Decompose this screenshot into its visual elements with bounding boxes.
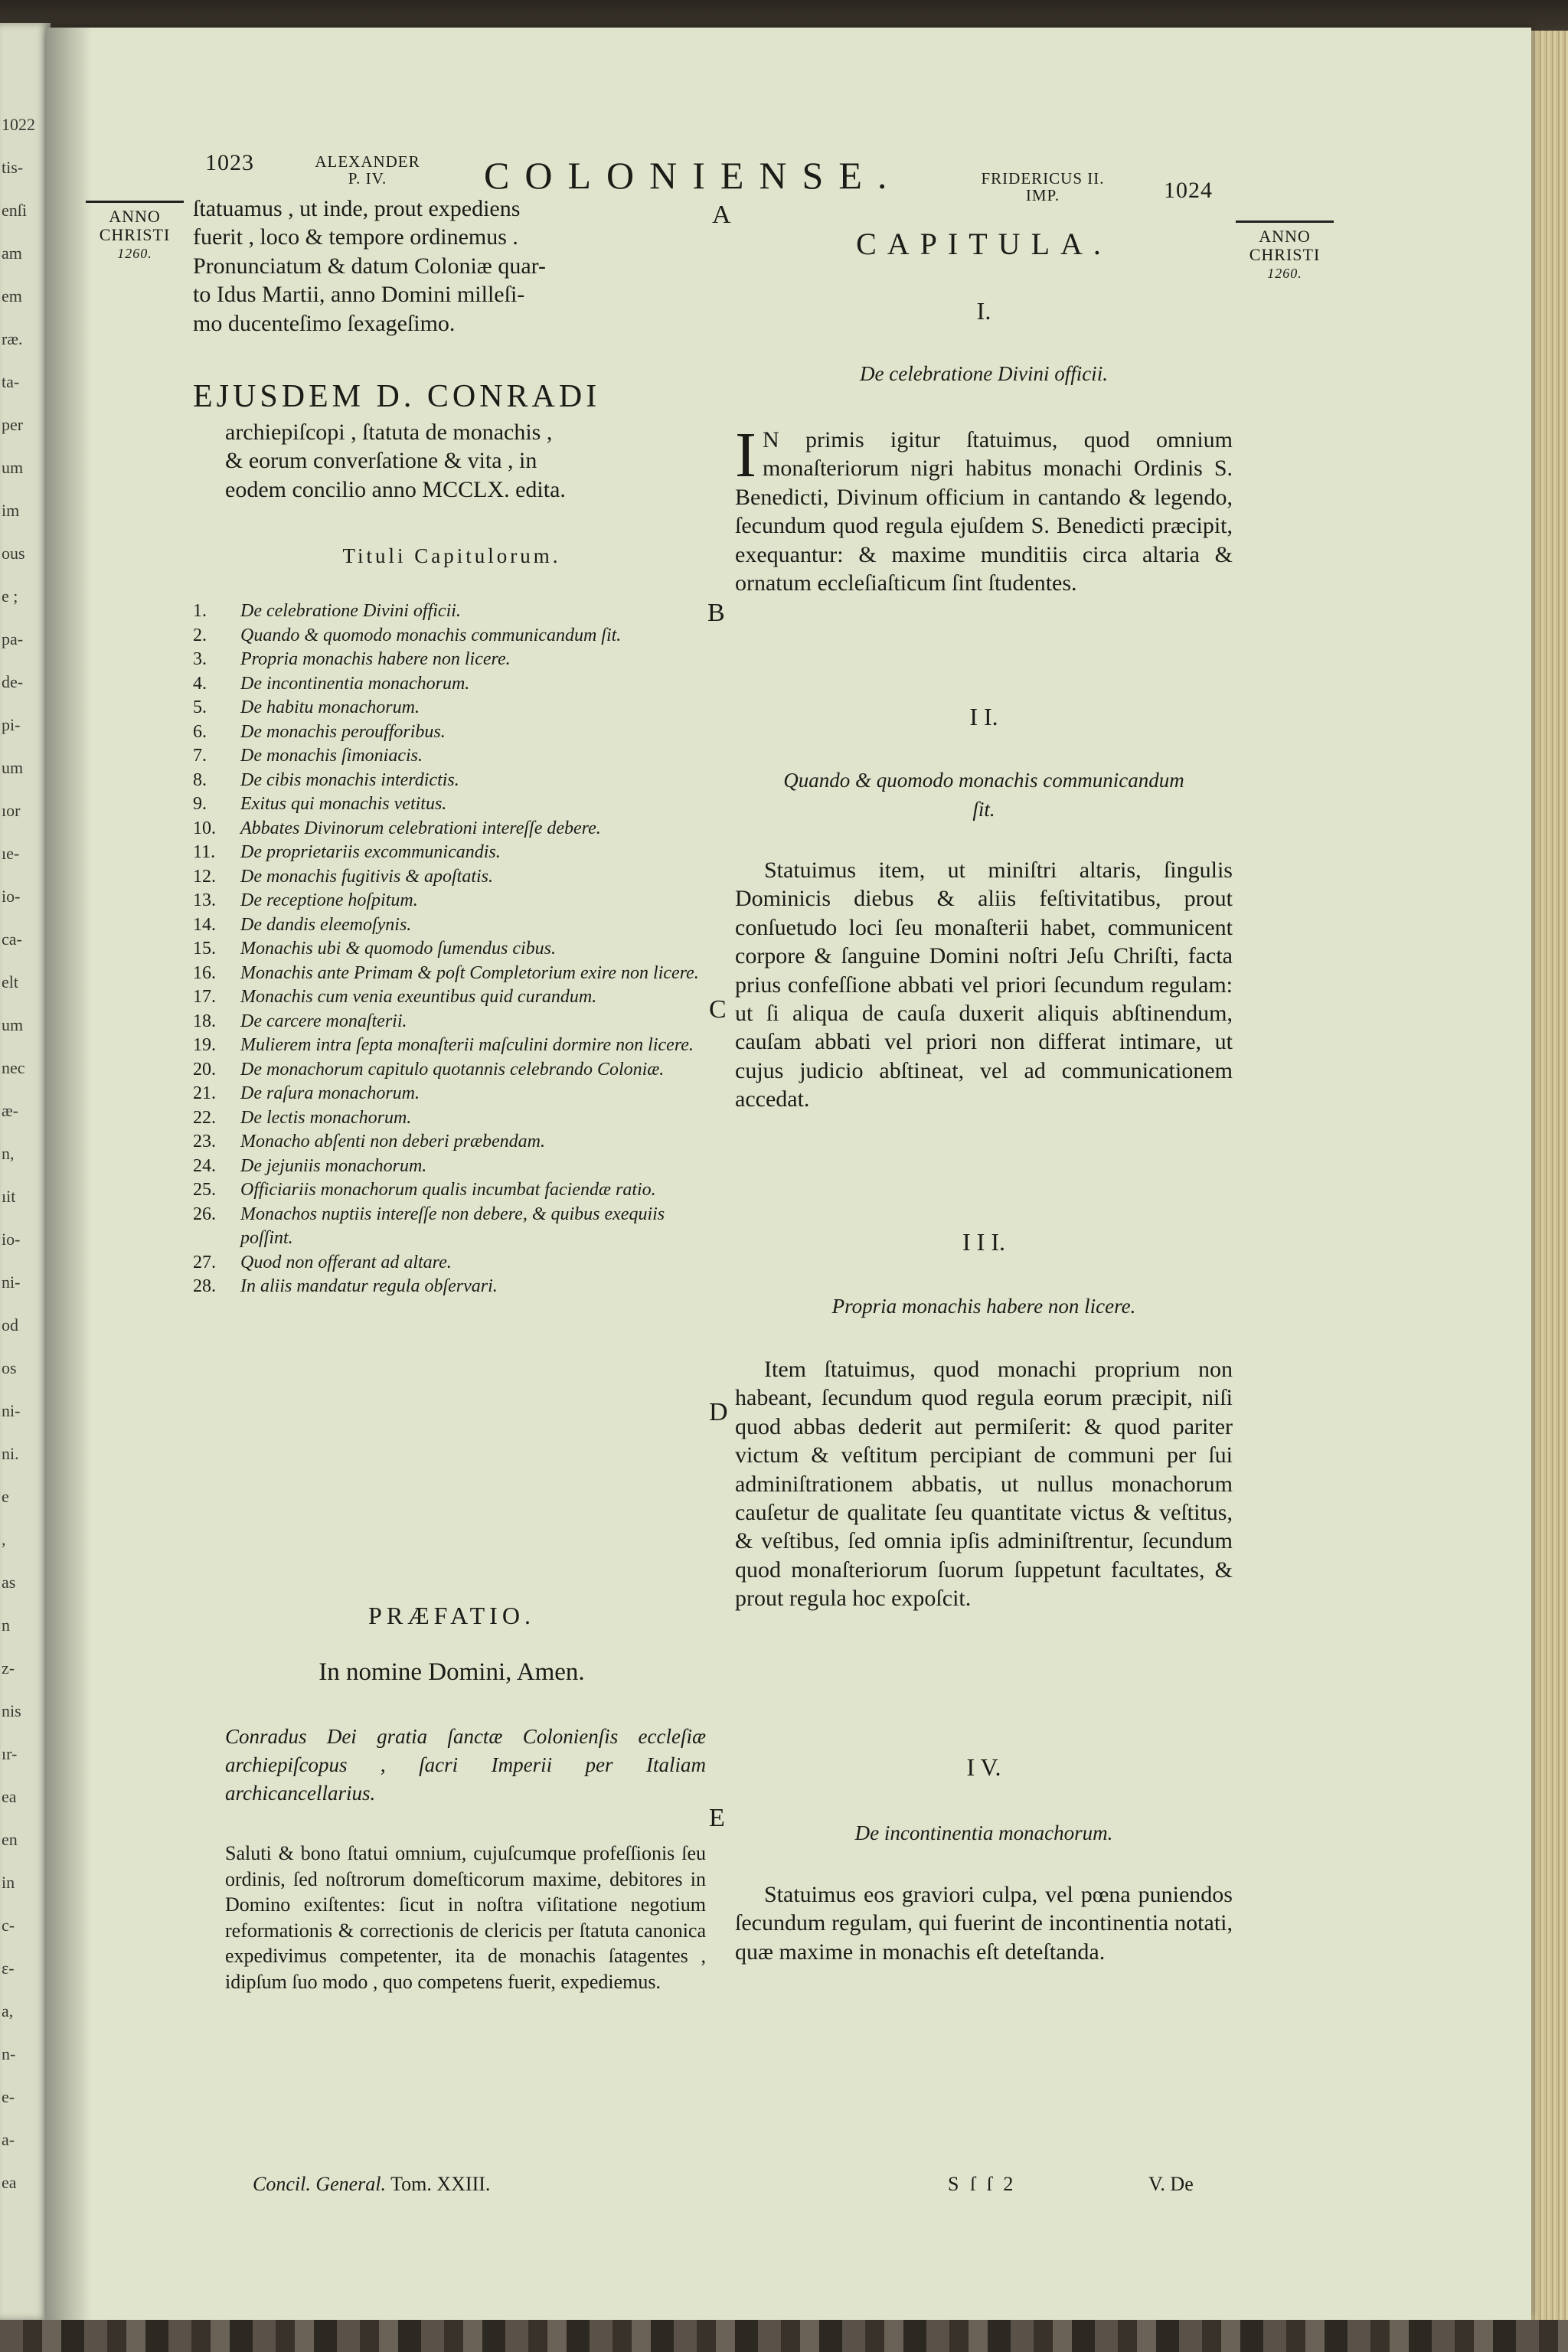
toc-entry: [193, 792, 710, 817]
previous-page-edge: [0, 23, 51, 2320]
toc-entry-number: 3.: [193, 649, 207, 669]
intro-line: Pronunciatum & datum Coloniæ quar-: [193, 253, 547, 279]
toc-entry-title: Quando & quomodo monachis communicandum ſit.: [240, 625, 622, 645]
chapter-2-number: I I.: [969, 703, 998, 730]
footer-source-tom: Tom. XXIII.: [390, 2173, 491, 2195]
prev-page-fragment: e-: [2, 2087, 15, 2106]
saluti-text: Saluti & bono ſtatui omnium, cujuſcumque profeſſionis ſeu ordinis, ſed noſtrorum domeſticorum maxime, debitores in Domino exiſtentes: ſicut in noſtra viſitatione negotium reformationis & correctionis de clericis per ſtatuta canonica expedivimus competenter, ita de monachis ſatagentes , idipſum ſuo modo , quo competens fuerit, expediemus.: [225, 1842, 706, 1993]
header-author-left-sub: P. IV.: [348, 169, 387, 188]
chapter-3-body: [735, 1355, 1233, 1613]
margin-letter-d: D: [709, 1398, 728, 1426]
toc-entry-title: De habitu monachorum.: [240, 697, 420, 717]
background-bottom: [0, 2320, 1568, 2352]
toc-entry-title: In aliis mandatur regula obſervari.: [240, 1276, 498, 1296]
toc-entry-title: De monachis ſimoniacis.: [240, 746, 423, 766]
running-title: COLONIENSE.: [484, 154, 903, 197]
toc-entry-title: Monachis cum venia exeuntibus quid curandum.: [240, 987, 597, 1007]
toc-entry-title: De monachis fugitivis & apoſtatis.: [240, 866, 493, 887]
toc-entry: [193, 1130, 710, 1155]
table-of-contents: [193, 599, 710, 1299]
toc-entry: [193, 1058, 710, 1083]
prev-page-fragment: a-: [2, 2130, 15, 2149]
toc-entry-number: 25.: [193, 1180, 216, 1200]
praefatio-heading: PRÆFATIO.: [368, 1602, 535, 1629]
prev-page-fragment: in: [2, 1873, 15, 1892]
toc-entry-title: De monachis peroufforibus.: [240, 721, 446, 742]
prev-page-fragment: um: [2, 1015, 24, 1034]
anno-rule-left: [86, 201, 184, 203]
margin-letter-b: B: [707, 599, 725, 627]
toc-entry-title: De proprietariis excommunicandis.: [240, 842, 501, 862]
prev-page-fragment: ɛ-: [2, 1958, 15, 1978]
toc-entry-number: 14.: [193, 914, 216, 935]
prev-page-fragment: c-: [2, 1916, 15, 1935]
heading-line: & eorum converſatione & vita , in: [225, 448, 537, 474]
toc-entry-number: 11.: [193, 842, 216, 862]
toc-entry-title: De carcere monaſterii.: [240, 1011, 407, 1031]
header-author-right-name: FRIDERICUS II.: [981, 169, 1105, 188]
toc-entry: [193, 937, 710, 962]
prev-page-fragment: ca-: [2, 929, 22, 949]
prev-page-fragment: ni-: [2, 1401, 21, 1420]
prev-page-fragment: as: [2, 1573, 16, 1592]
toc-entry: [193, 696, 710, 720]
toc-title: Tituli Capitulorum.: [342, 544, 561, 567]
toc-entry-title: De jejuniis monachorum.: [240, 1155, 427, 1176]
toc-entry: [193, 865, 710, 890]
prev-page-fragment: æ-: [2, 1101, 18, 1120]
toc-entry-number: 13.: [193, 890, 216, 910]
toc-entry-number: 21.: [193, 1083, 216, 1103]
page-number-right: 1024: [1164, 178, 1213, 203]
toc-entry-title: De celebratione Divini officii.: [240, 601, 461, 621]
gutter-shadow: [46, 28, 92, 2320]
toc-entry-number: 26.: [193, 1204, 216, 1224]
toc-entry: [193, 913, 710, 938]
toc-entry-title: Monachis ante Primam & poſt Completorium exire non licere.: [240, 962, 699, 983]
prev-page-fragment: ıit: [2, 1187, 16, 1206]
prev-page-fragment: ea: [2, 2173, 17, 2192]
toc-entry: [193, 599, 710, 624]
chapter-3-number: I I I.: [962, 1228, 1005, 1256]
toc-entry: [193, 624, 710, 648]
toc-entry: [193, 817, 710, 841]
intro-line: fuerit , loco & tempore ordinemus .: [193, 224, 518, 250]
conradus-salutation: Conradus Dei gratia ſanctæ Colonienſis eccleſiæ archiepiſcopus , ſacri Imperii per Italiam archicancellarius.: [225, 1725, 706, 1805]
chapter-4-body: [735, 1880, 1233, 1966]
footer-source-italic: Concil. General.: [253, 2173, 387, 2195]
toc-entry-title: Quod non offerant ad altare.: [240, 1252, 452, 1272]
prev-page-fragment: en: [2, 1830, 18, 1849]
toc-entry-number: 8.: [193, 769, 207, 790]
prev-page-fragment: a,: [2, 2001, 14, 2020]
heading-line: archiepiſcopi , ſtatuta de monachis ,: [225, 420, 553, 445]
chapter-2-title: Quando & quomodo monachis communicandum ſit.: [783, 769, 1184, 821]
prev-page-fragment: z-: [2, 1658, 15, 1677]
toc-entry-number: 16.: [193, 962, 216, 983]
toc-entry-number: 22.: [193, 1107, 216, 1128]
toc-entry-title: Monachos nuptiis intereſſe non debere, & quibus exequiis poſſint.: [240, 1204, 665, 1248]
chapter-2-text: Statuimus item, ut miniſtri altaris, ſingulis Dominicis diebus & aliis feſtivitatibus, prout conſuetudo loci ſeu monaſterii habet, communicent corpore & ſanguine Domini noſtri Jeſu Chriſti, facta prius confeſſione abbati vel priori ſecundum regulam: ut ſi aliqua de cauſa duxerit aliquis abſtinendum, cauſam abbati vel priori non differat intimare, ut cujus judicio abſtineat, vel ad communicationem accedat.: [735, 858, 1233, 1112]
toc-entry-number: 18.: [193, 1011, 216, 1031]
prev-page-fragment: ea: [2, 1787, 17, 1806]
prev-page-fragment: ous: [2, 544, 25, 563]
prev-page-fragment: ræ.: [2, 329, 23, 348]
prev-page-fragment: elt: [2, 972, 18, 991]
intro-line: ſtatuamus , ut inde, prout expediens: [193, 196, 521, 221]
header-author-right: [966, 170, 1119, 204]
prev-page-fragment: n-: [2, 2044, 16, 2063]
chapter-4-text: Statuimus eos graviori culpa, vel pœna puniendos ſecundum regulam, qui fuerint de incontinentia notati, quæ maxime in monachis eſt deteſtanda.: [735, 1882, 1233, 1965]
toc-entry: [193, 1034, 710, 1058]
prev-page-fragment: nec: [2, 1058, 25, 1077]
prev-page-fragment: per: [2, 415, 24, 434]
ejusdem-heading-lines: [193, 418, 710, 504]
prev-page-fragment: enſi: [2, 201, 27, 220]
prev-page-fragment: em: [2, 286, 22, 305]
toc-entry-number: 27.: [193, 1252, 216, 1272]
chapter-1-number: I.: [976, 297, 991, 325]
toc-entry: [193, 1203, 710, 1251]
chapter-3-text: Item ſtatuimus, quod monachi proprium non habeant, ſecundum quod regula eorum præcipit, niſi quod abbas dederit aut permiſerit: & quod pariter victum & veſtitum percipiant de communi per ſui adminiſtrationem abbatis, ut nullus monachorum cauſetur de qualitate ſeu quantitate victus & veſtitus, & veſtibus, ſed omnia ipſis adminiſtrentur, ſecundum quod monaſteriorum ſuorum ſuppetunt facultates, & prout regula hoc expoſcit.: [735, 1357, 1233, 1612]
toc-entry-title: De incontinentia monachorum.: [240, 673, 470, 694]
prev-page-fragment: od: [2, 1315, 18, 1334]
anno-left-year: 1260.: [117, 246, 152, 261]
prev-page-fragment: e ;: [2, 586, 18, 606]
toc-entry-number: 28.: [193, 1276, 216, 1296]
toc-entry-number: 1.: [193, 601, 207, 621]
toc-entry: [193, 841, 710, 865]
footer-catchword: V. De: [1148, 2173, 1194, 2195]
toc-entry: [193, 1251, 710, 1276]
prev-page-fragment: pa-: [2, 629, 24, 648]
prev-page-fragment: um: [2, 758, 24, 777]
prev-page-fragment: n,: [2, 1144, 15, 1163]
toc-entry-number: 2.: [193, 625, 207, 645]
toc-entry-number: 7.: [193, 746, 207, 766]
intro-line: mo ducenteſimo ſexageſimo.: [193, 310, 456, 336]
prev-page-fragment: pi-: [2, 715, 21, 734]
anno-right-line1: ANNO: [1259, 227, 1311, 246]
toc-entry-number: 4.: [193, 673, 207, 694]
toc-entry-title: De cibis monachis interdictis.: [240, 769, 459, 790]
toc-entry-number: 6.: [193, 721, 207, 742]
header-author-left: [306, 153, 429, 187]
anno-left-line2: CHRISTI: [99, 225, 171, 244]
margin-letter-a: A: [712, 201, 731, 229]
chapter-1-body: [735, 420, 1233, 597]
toc-entry-number: 23.: [193, 1132, 216, 1152]
toc-entry-number: 9.: [193, 794, 207, 814]
margin-letter-c: C: [709, 995, 727, 1024]
prev-page-fragment: os: [2, 1358, 17, 1377]
heading-line: eodem concilio anno MCCLX. edita.: [225, 476, 566, 502]
toc-entry-number: 20.: [193, 1059, 216, 1080]
capitula-heading: CAPITULA.: [856, 227, 1112, 261]
prev-page-fragment: ni.: [2, 1444, 19, 1463]
prev-page-fragment: ıor: [2, 801, 21, 820]
prev-page-fragment: 1022: [2, 115, 35, 134]
chapter-3-title: Propria monachis habere non licere.: [831, 1295, 1136, 1318]
chapter-1-text: N primis igitur ſtatuimus, quod omnium monaſteriorum nigri habitus monachi Ordinis S. Benedicti, Divinum officium in cantando & legendo, ſecundum quod regula ejuſdem S. Benedicti præcipit, exequantur: & maxime munditiis circa altaria & ornatum eccleſiaſticum ſint ſtudentes.: [735, 427, 1233, 596]
toc-entry-title: De receptione hoſpitum.: [240, 890, 418, 910]
toc-entry-title: De dandis eleemoſynis.: [240, 914, 412, 935]
prev-page-fragment: ni-: [2, 1272, 21, 1292]
toc-entry-title: Monachis ubi & quomodo ſumendus cibus.: [240, 939, 556, 959]
prev-page-fragment: de-: [2, 672, 24, 691]
chapter-1-title: De celebratione Divini officii.: [860, 362, 1108, 385]
header-author-right-sub: IMP.: [1025, 186, 1060, 204]
toc-entry: [193, 1010, 710, 1034]
page-number-left: 1023: [205, 150, 254, 175]
toc-entry: [193, 1178, 710, 1203]
prev-page-fragment: nis: [2, 1701, 21, 1720]
toc-entry: [193, 1106, 710, 1131]
toc-entry: [193, 769, 710, 793]
header-author-left-name: ALEXANDER: [315, 152, 420, 171]
anno-rule-right: [1236, 220, 1334, 223]
toc-entry-title: Abbates Divinorum celebrationi intereſſe debere.: [240, 818, 601, 838]
toc-entry-title: Mulierem intra ſepta monaſterii maſculini dormire non licere.: [240, 1035, 694, 1055]
toc-entry-number: 19.: [193, 1035, 216, 1055]
ejusdem-heading-title: EJUSDEM D. CONRADI: [193, 379, 601, 414]
anno-right-line2: CHRISTI: [1249, 245, 1321, 264]
toc-entry-title: De raſura monachorum.: [240, 1083, 420, 1103]
prev-page-fragment: ,: [2, 1530, 6, 1549]
margin-letter-e: E: [709, 1804, 725, 1832]
toc-entry-title: De lectis monachorum.: [240, 1107, 412, 1128]
prev-page-fragment: am: [2, 243, 22, 263]
prev-page-fragment: ıe-: [2, 844, 20, 863]
in-nomine-domini: In nomine Domini, Amen.: [318, 1658, 585, 1686]
toc-entry-number: 5.: [193, 697, 207, 717]
chapter-4-number: I V.: [966, 1753, 1001, 1781]
background-top: [0, 0, 1568, 31]
prev-page-fragment: io-: [2, 887, 21, 906]
prev-page-fragment: tis-: [2, 158, 24, 177]
toc-entry-title: Exitus qui monachis vetitus.: [240, 794, 447, 814]
toc-entry: [193, 1275, 710, 1299]
chapter-4-title: De incontinentia monachorum.: [854, 1821, 1113, 1844]
toc-entry: [193, 720, 710, 745]
chapter-2-body: [735, 856, 1233, 1114]
anno-left-line1: ANNO: [109, 207, 161, 226]
prev-page-fragment: n: [2, 1615, 10, 1635]
intro-line: to Idus Martii, anno Domini milleſi-: [193, 282, 525, 308]
prev-page-fragment: um: [2, 458, 24, 477]
toc-entry-title: De monachorum capitulo quotannis celebrando Coloniæ.: [240, 1059, 665, 1080]
anno-right-year: 1260.: [1267, 266, 1302, 281]
toc-entry-title: Monacho abſenti non deberi præbendam.: [240, 1132, 545, 1152]
footer-source: [253, 2173, 490, 2196]
toc-entry-title: Propria monachis habere non licere.: [240, 649, 511, 669]
footer-signature: S ſ ſ 2: [948, 2173, 1017, 2195]
prev-page-fragment: e: [2, 1487, 9, 1506]
dropcap-i: I: [735, 420, 756, 491]
anno-christi-left: [86, 201, 184, 263]
toc-entry: [193, 672, 710, 697]
toc-entry-number: 24.: [193, 1155, 216, 1176]
toc-entry: [193, 648, 710, 672]
toc-entry-number: 10.: [193, 818, 216, 838]
toc-entry-title: Officiariis monachorum qualis incumbat faciendæ ratio.: [240, 1180, 656, 1200]
toc-entry: [193, 985, 710, 1010]
toc-entry: [193, 1155, 710, 1179]
ejusdem-heading-block: [193, 378, 710, 504]
prev-page-fragment: ır-: [2, 1744, 18, 1763]
toc-entry-number: 12.: [193, 866, 216, 887]
prev-page-fragment: io-: [2, 1230, 21, 1249]
toc-entry-number: 15.: [193, 939, 216, 959]
toc-entry: [193, 744, 710, 769]
saluti-paragraph: [225, 1841, 706, 1994]
toc-entry-number: 17.: [193, 987, 216, 1007]
prev-page-fragment: im: [2, 501, 20, 520]
toc-entry: [193, 889, 710, 913]
toc-entry: [193, 962, 710, 986]
anno-christi-right: [1236, 220, 1334, 283]
toc-entry: [193, 1082, 710, 1106]
left-intro: [193, 194, 710, 338]
prev-page-fragment: ta-: [2, 372, 20, 391]
